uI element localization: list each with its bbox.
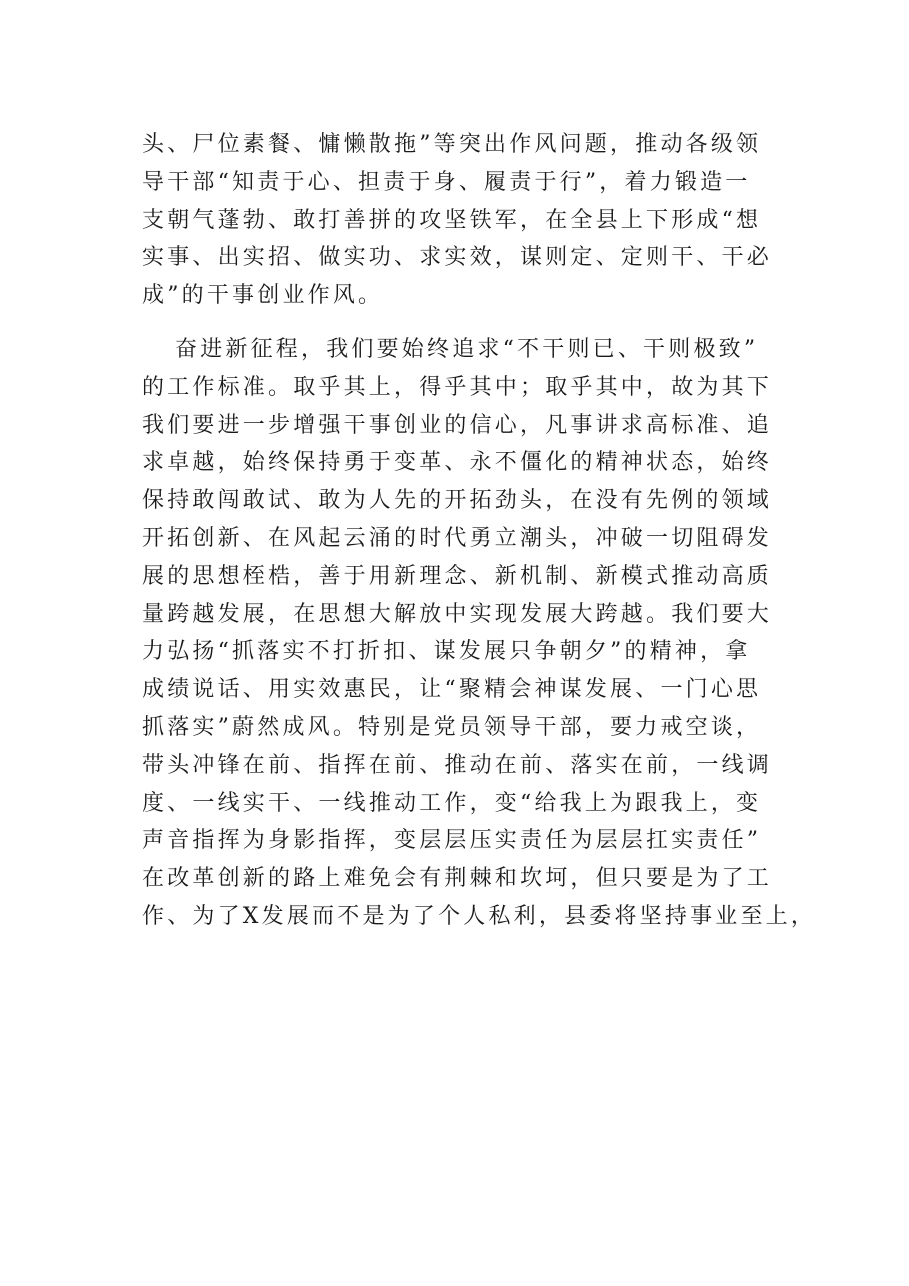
text-line: 保持敢闯敢试、敢为人先的开拓劲头，在没有先例的领域 bbox=[142, 488, 773, 514]
text-line: 展的思想桎梏，善于用新理念、新机制、新模式推动高质 bbox=[142, 563, 773, 589]
text-line: 我们要进一步增强干事创业的信心，凡事讲求高标准、追 bbox=[142, 412, 773, 438]
text-line: 头、尸位素餐、慵懒散拖”等突出作风问题，推动各级领 bbox=[142, 132, 762, 157]
paragraph-2 bbox=[142, 331, 817, 936]
text-line: 导干部“知责于心、担责于身、履责于行”，着力锻造一 bbox=[142, 169, 751, 195]
paragraph-spacer bbox=[142, 315, 792, 331]
text-line: 声音指挥为身影指挥，变层层压实责任为层层扛实责任” bbox=[142, 828, 762, 854]
text-line: 抓落实”蔚然成风。特别是党员领导干部，要力戒空谈， bbox=[142, 714, 762, 740]
text-line: 在改革创新的路上难免会有荆棘和坎坷，但只要是为了工 bbox=[142, 866, 773, 892]
text-line: 成绩说话、用实效惠民，让“聚精会神谋发展、一门心思 bbox=[142, 677, 762, 703]
text-line: 度、一线实干、一线推动工作，变“给我上为跟我上，变 bbox=[142, 790, 762, 816]
text-line: 成”的干事创业作风。 bbox=[142, 283, 384, 309]
document-body bbox=[142, 126, 817, 936]
text-line: 实事、出实招、做实功、求实效，谋则定、定则干、干必 bbox=[142, 245, 773, 271]
paragraph-1 bbox=[142, 126, 792, 315]
text-line: 带头冲锋在前、指挥在前、推动在前、落实在前，一线调 bbox=[142, 752, 773, 778]
text-line: 作、为了X发展而不是为了个人私利，县委将坚持事业至上， bbox=[142, 903, 817, 929]
text-line: 力弘扬“抓落实不打折扣、谋发展只争朝夕”的精神，拿 bbox=[142, 639, 751, 665]
text-line: 量跨越发展，在思想大解放中实现发展大跨越。我们要大 bbox=[142, 601, 773, 627]
text-line: 支朝气蓬勃、敢打善拼的攻坚铁军，在全县上下形成“想 bbox=[142, 207, 762, 233]
text-line: 的工作标准。取乎其上，得乎其中；取乎其中，故为其下 bbox=[142, 374, 773, 400]
text-line: 开拓创新、在风起云涌的时代勇立潮头，冲破一切阻碍发 bbox=[142, 525, 773, 551]
text-line-indented: 奋进新征程，我们要始终追求“不干则已、干则极致” bbox=[175, 336, 759, 362]
text-line: 求卓越，始终保持勇于变革、永不僵化的精神状态，始终 bbox=[142, 450, 773, 476]
